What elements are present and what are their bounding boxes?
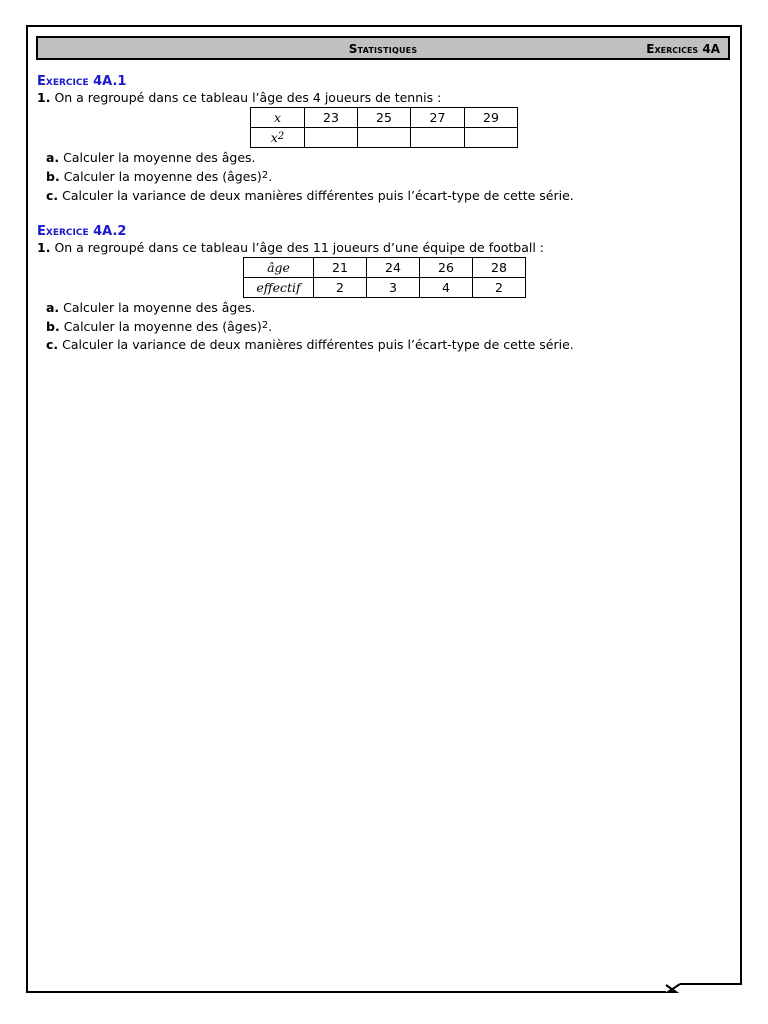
table-row — [251, 128, 518, 148]
header-title: Statistiques — [348, 42, 418, 56]
table-row — [251, 108, 518, 128]
exercise-1-item-c: c. Calculer la variance de deux manières différentes puis l’écart-type de cette série. — [46, 188, 574, 203]
question-text: On a regroupé dans ce tableau l’âge des 4 joueurs de tennis : — [54, 90, 442, 105]
table-cell: 3 — [367, 278, 420, 298]
row-label-effectif: effectif — [244, 278, 314, 298]
question-number: 1. — [37, 90, 51, 105]
table-cell: 29 — [465, 108, 518, 128]
table-cell-empty — [465, 128, 518, 148]
header-exercise-set: Exercices 4A — [646, 42, 720, 56]
table-cell: 24 — [367, 258, 420, 278]
exercise-2-item-c: c. Calculer la variance de deux manières différentes puis l’écart-type de cette série. — [46, 337, 574, 352]
table-cell: 26 — [420, 258, 473, 278]
question-text: On a regroupé dans ce tableau l’âge des 11 joueurs d’une équipe de football : — [54, 240, 545, 255]
exercise-2-title: Exercice 4A.2 — [37, 224, 127, 239]
exercise-1-question — [37, 90, 441, 105]
table-cell: 21 — [314, 258, 367, 278]
row-label-x: x — [251, 108, 305, 128]
table-cell: 28 — [473, 258, 526, 278]
table-cell-empty — [305, 128, 358, 148]
table-cell: 4 — [420, 278, 473, 298]
row-label-age: âge — [244, 258, 314, 278]
table-cell: 27 — [411, 108, 465, 128]
row-label-x-squared: $x^2$ — [251, 128, 305, 148]
table-cell: 23 — [305, 108, 358, 128]
table-cell: 2 — [473, 278, 526, 298]
exercise-1-item-a: a. Calculer la moyenne des âges. — [46, 150, 256, 165]
exercise-1-title: Exercice 4A.1 — [37, 74, 127, 89]
exercise-2-item-a: a. Calculer la moyenne des âges. — [46, 300, 256, 315]
table-cell: 25 — [358, 108, 411, 128]
exercise-2-table — [243, 257, 526, 298]
page-header — [36, 36, 730, 60]
exercise-2-item-b: b. Calculer la moyenne des (âges)$^2$. — [46, 319, 273, 334]
question-number: 1. — [37, 240, 51, 255]
exercise-1-item-b: b. Calculer la moyenne des (âges)$^2$. — [46, 169, 273, 184]
exercise-2-question — [37, 240, 544, 255]
table-cell: 2 — [314, 278, 367, 298]
exercise-1-table — [250, 107, 518, 148]
table-cell-empty — [358, 128, 411, 148]
table-row — [244, 278, 526, 298]
table-row — [244, 258, 526, 278]
table-cell-empty — [411, 128, 465, 148]
